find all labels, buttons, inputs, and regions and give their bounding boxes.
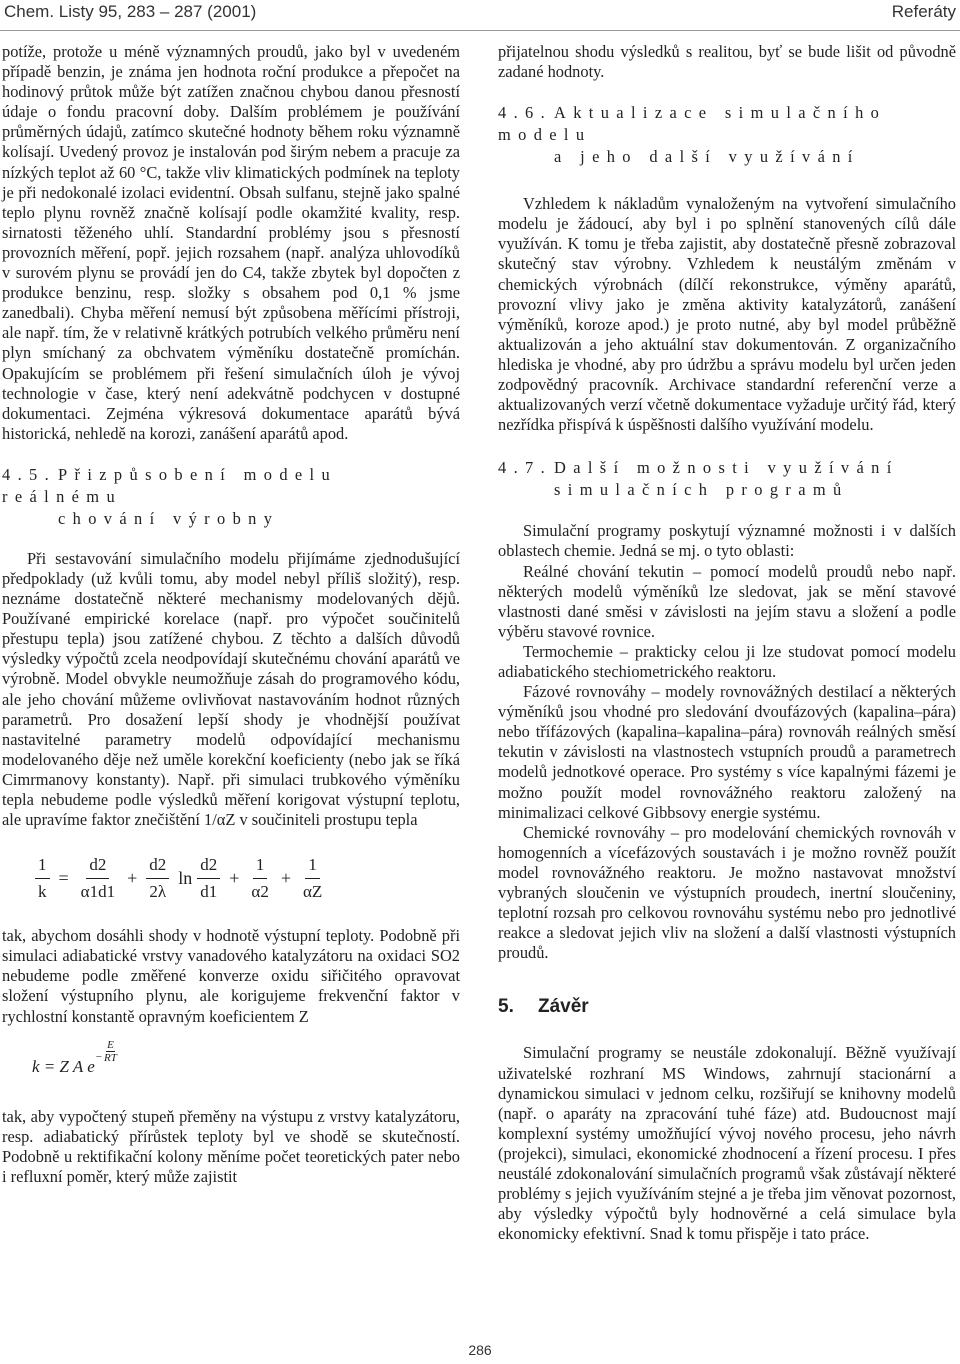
section-title-line-2: chování výrobny	[58, 508, 280, 528]
eq-fraction: $\frac{d2}{\alpha 1d1}$	[78, 852, 118, 905]
paragraph: Při sestavování simulačního modelu přijímáme zjednodušující předpoklady (už kvůli tomu, aby model nebyl příliš složitý), resp. neznáme dostatečně některé mechanismy modelovaných dějů. Používané empirické korelace (např. pro výpočet součinitelů přestupu tepla) jsou zatížené chybou. Z těchto a dalších důvodů výsledky výpočtů zcela neodpovídají skutečnému chování aparátů ve výrobně. Model obvykle neumožňuje zásah do programového kódu, ale jeho chování můžeme ovlivňovat nastavováním hodnot různých parametrů. Pro dosažení lepší shody je vhodnější používat nastavitelné parametry modelů odpovídající mechanismu modelovaného děje než uměle korekční koeficienty (nebo jak se říká Cimrmanovy konstanty). Např. při simulaci trubkového výměníku tepla nebudeme podle výsledků měření korigovat výstupní teplotu, ale upravíme faktor znečištění 1/αZ v součiniteli prostupu tepla	[2, 548, 460, 830]
running-head	[0, 0, 960, 31]
section-title-line-2: simulačních programů	[554, 480, 849, 500]
section-heading-4-7	[498, 457, 956, 501]
section-title-line-1: Aktualizace simulačního modelu	[498, 103, 887, 145]
paragraph: Simulační programy se neustále zdokonalují. Běžně využívají uživatelské rozhraní MS Windows, zahrnují stacionární a dynamickou simulaci v jednom celku, rozšiřují se knihovny modelů (např. o aparáty na zpracování tuhé fáze) atd. Budoucnost mají komplexní systémy umožňující vývoj nového procesu, jeho návrh (projekci), simulaci, ekonomické zhodnocení a řízení procesu. I přes neustálé zdokonalování simulačních programů však zůstávají některé problémy s jejich využíváním stejné a je třeba jim věnovat pozornost, aby výsledky výpočtů byly hodnověrné a celá simulace byla ekonomicky efektivní. Snad k tomu přispěje i tato práce.	[498, 1043, 956, 1244]
section-number: 5.	[498, 996, 514, 1018]
paragraph: tak, abychom dosáhli shody v hodnotě výstupní teploty. Podobně při simulaci adiabatické vrstvy vanadového katalyzátoru na oxidaci SO2 nebudeme podle změřené konverze oxidu siřičitého opravovat složení výstupního plynu, ale korigujeme frekvenční faktor v rychlostní konstantě opravným koeficientem Z	[2, 926, 460, 1026]
paragraph: Fázové rovnováhy – modely rovnovážných destilací a některých výměníků jsou vhodné pro sledování dvoufázových (kapalina–pára) nebo třífázových (kapalina–kapalina–pára) rovnováh reálných směsí tekutin v závislosti na vlastnostech vstupních proudů a parametrech modelů jednotkové operace. Pro systémy s více kapalnými fázemi je možno použít model rovnovážného reaktoru založený na minimalizaci celkové Gibbsovy energie systému.	[498, 682, 956, 822]
paragraph: Simulační programy poskytují významné možnosti i v dalších oblastech chemie. Jedná se mj. o tyto oblasti:	[498, 521, 956, 561]
equation-heat-transfer: $\frac{1}{k}$ = $\frac{d2}{\alpha 1d1}$ + $\frac{d2}{2\lambda}$ ln $\frac{d2}{d1}$ + $\frac{1}{\alpha 2}$ + $\frac{1}{\alpha Z}$	[2, 830, 460, 926]
paragraph: Reálné chování tekutin – pomocí modelů proudů nebo např. některých modelů výměníků lze sledovat, jak se mění stavové vlastnosti dané směsi v závislosti na jejím stavu a složení a podle výběru stavové rovnice.	[498, 561, 956, 641]
section-title-line-1: Další možnosti využívání	[554, 458, 899, 478]
section-heading-4-6	[498, 102, 956, 168]
eq-fraction: $\frac{1}{\alpha Z}$	[300, 852, 325, 905]
section-title: Závěr	[538, 996, 589, 1018]
paragraph: potíže, protože u méně významných proudů, jako byl v uvedeném případě benzin, je známa jen hodnota roční produkce a přepočet na hodinový průtok může být zatížen značnou chybou danou přesností údaje o fondu pracovní doby. Dalším problémem je používání průměrných údajů, zatímco skutečné hodnoty během roku významně kolísají. Uvedený provoz je instalován pod širým nebem a pracuje za nízkých teplot až 60 °C, takže vliv klimatických podmínek na teploty je při nedokonalé izolaci evidentní. Obsah sulfanu, stejně jako spalné teplo plynu rovněž značně kolísají podle okamžité kvality, resp. sirnatosti těženého uhlí. Standardní problémy jsou s přesností provozních měření, popř. jejich rozsahem (např. analýza uhlovodíků v surovém plynu se provádí jen do C4, takže zbytek byl dopočten z produkce benzinu, resp. složky s obsahem pod 0,1 % jsme zanedbali). Chyba měření nemusí být způsobena měřícími přístroji, ale např. tím, že v relativně krátkých potrubích velkého průměru není plyn smíchaný za obchvatem výměníku dostatečně promíchán. Opakujícím se problémem při řešení simulačních úloh je vývoj technologie v čase, který není adekvátně podchycen v dostupné dokumentaci. Zejména výkresová dokumentace aparátů bývá historická, nehledě na korozi, zanášení aparátů apod.	[2, 42, 460, 443]
journal-citation: Chem. Listy 95, 283 – 287 (2001)	[4, 2, 257, 21]
paragraph: Vzhledem k nákladům vynaloženým na vytvoření simulačního modelu je žádoucí, aby byl i po splnění stanovených cílů dále využíván. K tomu je třeba zajistit, aby dostatečně přesně zobrazoval skutečný stav výrobny. Vzhledem k neustálým změnám v chemických výrobnách (dílčí rekonstrukce, výměny aparátů, provozní vlivy jako je změna aktivity katalyzátorů, zanášení výměníků, koroze apod.) je proto nutné, aby byl model průběžně aktualizován a jeho aktuální stav dokumentován. Z organizačního hlediska je vhodné, aby pro údržbu a správu modelu byl určen jeden zodpovědný pracovník. Archivace standardní referenční verze a aktualizovaných verzí včetně dokumentace vyžaduje určitý řád, který nezřídka přispívá k úspěšnosti dalšího využívání modelu.	[498, 194, 956, 435]
paragraph: Chemické rovnováhy – pro modelování chemických rovnováh v homogenních a vícefázových soustavách i je možno rovněž použít model rovnovážného reaktoru. Je možno nastavovat množství vybraných sloučenin ve výstupních proudech, inertní sloučeniny, teplotní rozsah pro celkovou rovnováhu systému nebo pro jednotlivé reakce a sledovat jejich vliv na složení a další vlastnosti výstupních proudů.	[498, 822, 956, 963]
eq-fraction: $\frac{1}{k}$	[35, 852, 50, 905]
equation-arrhenius: k = Z A e − $\frac{E}{RT}$	[32, 1038, 117, 1076]
section-name: Referáty	[891, 2, 956, 21]
section-heading-4-5	[2, 464, 460, 530]
left-column	[2, 42, 460, 1187]
eq-fraction: $\frac{d2}{d1}$	[197, 852, 220, 905]
right-column	[498, 42, 956, 1244]
section-number: 4.5.	[2, 464, 57, 484]
page-number: 286	[468, 1342, 492, 1358]
eq-exponent: − $\frac{E}{RT}$	[95, 1038, 117, 1064]
section-heading-5	[498, 997, 956, 1017]
section-title-line-2: a jeho další využívání	[554, 147, 860, 167]
section-number: 4.7.	[498, 458, 553, 478]
paragraph: Termochemie – prakticky celou ji lze studovat pomocí modelu adiabatického stechiometrického reaktoru.	[498, 641, 956, 681]
section-title-line-1: Přizpůsobení modelu reálnému	[2, 464, 338, 506]
section-number: 4.6.	[498, 103, 553, 123]
paragraph: tak, aby vypočtený stupeň přeměny na výstupu z vrstvy katalyzátoru, resp. adiabatický přírůstek teploty byl ve shodě se skutečností. Podobně u rektifikační kolony měníme počet teoretických pater nebo i refluxní poměr, který může zajistit	[2, 1106, 460, 1186]
eq-fraction: $\frac{d2}{2\lambda}$	[146, 852, 169, 905]
eq-fraction: $\frac{1}{\alpha 2}$	[248, 852, 271, 905]
paragraph: přijatelnou shodu výsledků s realitou, byť se bude lišit od původně zadané hodnoty.	[498, 42, 956, 82]
